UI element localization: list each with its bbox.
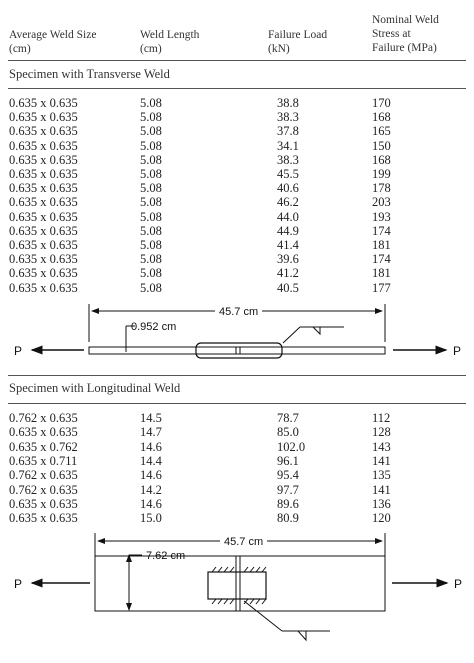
weld-length-cell: 5.08	[140, 110, 162, 125]
weld-stress-cell: 128	[372, 425, 391, 440]
weld-length-cell: 5.08	[140, 152, 162, 167]
weld-stress-cell: 170	[372, 96, 391, 110]
failure-load-cell: 95.4	[277, 468, 299, 483]
table-row	[0, 153, 474, 167]
weld-stress-cell: 174	[372, 223, 391, 238]
table-row	[0, 96, 474, 110]
failure-load-cell: 89.6	[277, 496, 299, 511]
weld-size-cell: 0.635 x 0.635	[9, 138, 78, 153]
table-row	[0, 266, 474, 280]
weld-size-cell: 0.635 x 0.635	[9, 195, 78, 210]
failure-load-cell: 44.9	[277, 223, 299, 238]
weld-length-cell: 5.08	[140, 96, 162, 110]
failure-load-cell: 41.4	[277, 238, 299, 252]
header-length-line2: (cm)	[140, 43, 162, 55]
failure-load-cell: 38.3	[277, 152, 299, 167]
header-length	[140, 28, 199, 56]
failure-load-cell: 39.6	[277, 252, 299, 267]
weld-stress-cell: 174	[372, 252, 391, 267]
weld-stress-cell: 165	[372, 124, 391, 139]
failure-load-cell: 85.0	[277, 425, 299, 440]
longitudinal-section-title: Specimen with Longitudinal Weld	[9, 381, 181, 395]
transverse-thickness-dim: 0.952 cm	[131, 321, 177, 333]
weld-length-cell: 5.08	[140, 209, 162, 224]
transverse-specimen-figure	[0, 300, 474, 370]
transverse-title-rule	[8, 88, 466, 89]
weld-stress-cell: 141	[372, 482, 391, 497]
table-row	[0, 440, 474, 454]
table-row	[0, 210, 474, 224]
weld-length-cell: 14.6	[140, 468, 162, 483]
table-row	[0, 497, 474, 511]
weld-length-cell: 5.08	[140, 195, 162, 210]
transverse-section-title: Specimen with Transverse Weld	[9, 67, 170, 81]
header-stress	[372, 13, 439, 55]
failure-load-cell: 37.8	[277, 124, 299, 139]
weld-length-cell: 14.6	[140, 439, 162, 454]
longitudinal-specimen-figure	[0, 528, 474, 648]
header-load	[268, 28, 327, 56]
failure-load-cell: 40.6	[277, 181, 299, 196]
header-stress-line3: Failure (MPa)	[372, 42, 437, 54]
weld-size-cell: 0.635 x 0.635	[9, 252, 78, 267]
weld-size-cell: 0.635 x 0.635	[9, 280, 78, 295]
longitudinal-width-dim: 7.62 cm	[146, 550, 186, 562]
table-row	[0, 110, 474, 124]
header-size	[9, 28, 96, 56]
weld-length-cell: 5.08	[140, 138, 162, 153]
weld-size-cell: 0.635 x 0.635	[9, 152, 78, 167]
table-row	[0, 425, 474, 439]
table-row	[0, 454, 474, 468]
mid-rule	[8, 375, 466, 376]
longitudinal-title-rule	[8, 403, 466, 404]
failure-load-cell: 34.1	[277, 138, 299, 153]
table-row	[0, 468, 474, 482]
table-row	[0, 281, 474, 295]
weld-stress-cell: 143	[372, 439, 391, 454]
weld-size-cell: 0.635 x 0.635	[9, 110, 78, 125]
weld-length-cell: 14.5	[140, 411, 162, 425]
failure-load-cell: 38.3	[277, 110, 299, 125]
weld-length-cell: 5.08	[140, 167, 162, 181]
longitudinal-load-right: P	[454, 577, 463, 591]
table-row	[0, 224, 474, 238]
weld-length-cell: 5.08	[140, 238, 162, 252]
failure-load-cell: 80.9	[277, 511, 299, 526]
failure-load-cell: 78.7	[277, 411, 299, 425]
header-stress-line2: Stress at	[372, 28, 411, 40]
table-row	[0, 181, 474, 195]
transverse-load-left: P	[14, 344, 23, 358]
weld-stress-cell: 193	[372, 209, 391, 224]
weld-stress-cell: 177	[372, 280, 391, 295]
weld-stress-cell: 199	[372, 167, 391, 181]
failure-load-cell: 96.1	[277, 453, 299, 468]
weld-length-cell: 5.08	[140, 181, 162, 196]
weld-size-cell: 0.635 x 0.635	[9, 223, 78, 238]
failure-load-cell: 45.5	[277, 167, 299, 181]
weld-stress-cell: 150	[372, 138, 391, 153]
failure-load-cell: 38.8	[277, 96, 299, 110]
failure-load-cell: 44.0	[277, 209, 299, 224]
weld-size-cell: 0.635 x 0.635	[9, 511, 78, 526]
table-row	[0, 483, 474, 497]
weld-length-cell: 14.7	[140, 425, 162, 440]
weld-stress-cell: 141	[372, 453, 391, 468]
weld-stress-cell: 168	[372, 152, 391, 167]
table-row	[0, 139, 474, 153]
weld-size-cell: 0.635 x 0.635	[9, 496, 78, 511]
table-row	[0, 411, 474, 425]
weld-size-cell: 0.762 x 0.635	[9, 411, 78, 425]
header-length-line1: Weld Length	[140, 29, 200, 41]
weld-stress-cell: 120	[372, 511, 391, 526]
weld-stress-cell: 168	[372, 110, 391, 125]
longitudinal-overall-dim: 45.7 cm	[224, 536, 264, 548]
weld-stress-cell: 203	[372, 195, 391, 210]
failure-load-cell: 40.5	[277, 280, 299, 295]
weld-length-cell: 5.08	[140, 124, 162, 139]
weld-size-cell: 0.635 x 0.635	[9, 238, 78, 252]
weld-size-cell: 0.635 x 0.635	[9, 181, 78, 196]
weld-length-cell: 15.0	[140, 511, 162, 526]
table-row	[0, 511, 474, 525]
weld-stress-cell: 136	[372, 496, 391, 511]
weld-size-cell: 0.635 x 0.635	[9, 96, 78, 110]
table-row	[0, 195, 474, 209]
failure-load-cell: 41.2	[277, 266, 299, 281]
header-size-line2: (cm)	[9, 43, 31, 55]
failure-load-cell: 97.7	[277, 482, 299, 497]
header-size-line1: Average Weld Size	[9, 29, 97, 41]
weld-length-cell: 5.08	[140, 252, 162, 267]
table-row	[0, 167, 474, 181]
weld-size-cell: 0.635 x 0.635	[9, 167, 78, 181]
table-row	[0, 252, 474, 266]
weld-stress-cell: 178	[372, 181, 391, 196]
weld-length-cell: 14.4	[140, 453, 162, 468]
failure-load-cell: 46.2	[277, 195, 299, 210]
header-load-line1: Failure Load	[268, 29, 328, 41]
header-load-line2: (kN)	[268, 43, 290, 55]
weld-length-cell: 5.08	[140, 266, 162, 281]
weld-size-cell: 0.635 x 0.635	[9, 209, 78, 224]
weld-length-cell: 5.08	[140, 280, 162, 295]
weld-size-cell: 0.762 x 0.635	[9, 468, 78, 483]
failure-load-cell: 102.0	[277, 439, 306, 454]
transverse-overall-dim: 45.7 cm	[219, 306, 259, 318]
weld-stress-cell: 112	[372, 411, 391, 425]
table-row	[0, 238, 474, 252]
weld-size-cell: 0.635 x 0.762	[9, 439, 78, 454]
longitudinal-load-left: P	[14, 577, 23, 591]
weld-size-cell: 0.635 x 0.635	[9, 266, 78, 281]
weld-length-cell: 14.2	[140, 482, 162, 497]
header-rule	[8, 60, 466, 61]
weld-stress-cell: 181	[372, 238, 391, 252]
transverse-load-right: P	[453, 344, 462, 358]
weld-stress-cell: 181	[372, 266, 391, 281]
weld-size-cell: 0.635 x 0.711	[9, 453, 78, 468]
weld-stress-cell: 135	[372, 468, 391, 483]
weld-length-cell: 5.08	[140, 223, 162, 238]
header-stress-line1: Nominal Weld	[372, 14, 439, 26]
weld-length-cell: 14.6	[140, 496, 162, 511]
weld-size-cell: 0.635 x 0.635	[9, 124, 78, 139]
table-row	[0, 124, 474, 138]
weld-size-cell: 0.635 x 0.635	[9, 425, 78, 440]
weld-size-cell: 0.762 x 0.635	[9, 482, 78, 497]
